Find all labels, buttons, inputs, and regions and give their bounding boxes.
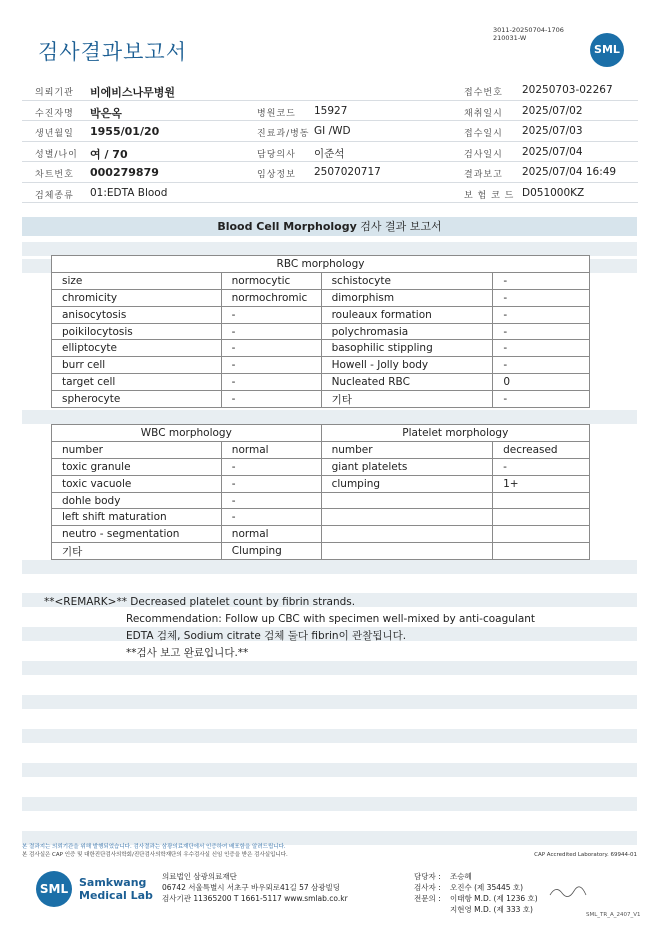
signature-name: 조승혜 — [450, 872, 472, 881]
table-cell: neutro - segmentation — [52, 526, 222, 543]
info-value: 이준석 — [314, 147, 345, 160]
background-stripe — [22, 560, 637, 574]
table-cell: Nucleated RBC — [321, 374, 493, 391]
section-title: Blood Cell Morphology 검사 결과 보고서 — [22, 217, 637, 236]
info-value: 20250703-02267 — [522, 84, 613, 96]
table-cell — [321, 509, 493, 526]
table-cell: number — [321, 441, 493, 458]
table-row — [52, 289, 590, 306]
background-stripe — [22, 695, 637, 709]
table-cell: spherocyte — [52, 391, 222, 408]
footer-sml-logo: SML — [36, 871, 72, 907]
remark-line: Recommendation: Follow up CBC with specimen well-mixed by anti-coagulant — [126, 613, 536, 625]
table-cell: decreased — [493, 441, 590, 458]
table-cell: poikilocytosis — [52, 323, 222, 340]
table-row — [52, 458, 590, 475]
table-row — [52, 526, 590, 543]
background-stripe — [22, 410, 637, 424]
background-stripe — [22, 797, 637, 811]
sml-logo: SML — [590, 33, 624, 67]
background-stripe — [22, 729, 637, 743]
info-label: 생년월일 — [35, 129, 74, 139]
table-cell: size — [52, 272, 222, 289]
table-cell: - — [221, 357, 321, 374]
info-value: 000279879 — [90, 166, 159, 179]
info-label: 채취일시 — [464, 108, 503, 119]
table-row — [52, 492, 590, 509]
table-row — [52, 374, 590, 391]
table-cell — [493, 526, 590, 543]
table-cell: burr cell — [52, 357, 222, 374]
footer-address: 의료법인 삼광의료재단 06742 서울특별시 서초구 바우뫼로41길 57 삼광빌딩 검사기관 11365200 T 1661-5117 www.smlab.co.kr — [162, 872, 348, 903]
table-cell — [321, 526, 493, 543]
table-cell: left shift maturation — [52, 509, 222, 526]
table-cell — [493, 492, 590, 509]
rbc-morphology-table — [51, 255, 590, 408]
info-label: 성별/나이 — [35, 149, 78, 160]
signature-role: 검사자 : — [414, 883, 441, 892]
signature-name: 지현영 M.D. (제 333 호) — [450, 905, 533, 914]
wbc-platelet-morphology-table — [51, 424, 590, 560]
platelet-table-header: Platelet morphology — [321, 425, 589, 442]
table-cell: 0 — [493, 374, 590, 391]
table-cell: basophilic stippling — [321, 340, 493, 357]
info-label: 검사일시 — [464, 149, 503, 160]
info-value: GI /WD — [314, 125, 351, 137]
table-cell — [493, 543, 590, 560]
signature-scribble-icon — [548, 883, 588, 901]
rbc-table-header: RBC morphology — [52, 256, 590, 273]
info-label: 임상정보 — [257, 170, 296, 180]
table-cell — [321, 543, 493, 560]
accreditation-note: 본 검사실은 CAP 인증 및 대한진단검사의학회/진단검사의학재단의 우수검사실 신임 인증을 받은 검사실입니다. — [22, 852, 288, 858]
table-cell: normal — [221, 526, 321, 543]
table-cell: 기타 — [321, 391, 493, 408]
info-row — [22, 121, 638, 142]
info-value: 2507020717 — [314, 166, 381, 178]
info-value: 2025/07/04 16:49 — [522, 166, 617, 178]
remark-block — [44, 594, 536, 659]
info-row — [22, 162, 638, 183]
report-title: 검사결과보고서 — [38, 40, 188, 64]
table-row — [52, 441, 590, 458]
info-label: 접수번호 — [464, 88, 503, 98]
table-cell: - — [221, 492, 321, 509]
info-label: 수진자명 — [35, 108, 74, 119]
table-cell: - — [221, 340, 321, 357]
table-cell: target cell — [52, 374, 222, 391]
table-cell: normal — [221, 441, 321, 458]
info-value: 비에비스나무병원 — [90, 86, 176, 99]
table-cell: polychromasia — [321, 323, 493, 340]
table-cell: - — [493, 289, 590, 306]
table-cell: Howell - Jolly body — [321, 357, 493, 374]
disclaimer-note: 본 결과지는 의뢰기관을 위해 발행되었습니다. 검사결과는 삼광의료재단에서 인증하여 배포함을 알려드립니다. — [22, 844, 286, 850]
signature-name: 오진수 (제 35445 호) — [450, 883, 524, 892]
info-row — [22, 101, 638, 122]
info-label: 접수일시 — [464, 129, 503, 139]
background-stripe — [22, 763, 637, 777]
table-cell: chromicity — [52, 289, 222, 306]
table-cell: Clumping — [221, 543, 321, 560]
background-stripe — [22, 242, 637, 256]
info-label: 진료과/병동 — [257, 129, 310, 139]
table-row — [52, 509, 590, 526]
table-row — [52, 340, 590, 357]
table-cell: normocytic — [221, 272, 321, 289]
table-cell: clumping — [321, 475, 493, 492]
table-cell: - — [493, 357, 590, 374]
signature-line — [414, 893, 538, 904]
table-cell: 1+ — [493, 475, 590, 492]
table-cell: - — [221, 306, 321, 323]
table-cell: - — [493, 306, 590, 323]
table-row — [52, 543, 590, 560]
signature-name: 이태항 M.D. (제 1236 호) — [450, 894, 538, 903]
info-label: 차트번호 — [35, 170, 74, 180]
info-row — [22, 80, 638, 101]
table-cell: - — [221, 323, 321, 340]
table-cell: - — [493, 272, 590, 289]
table-cell: - — [493, 340, 590, 357]
info-row — [22, 142, 638, 163]
table-cell: dohle body — [52, 492, 222, 509]
table-cell: - — [221, 475, 321, 492]
info-value: 박은옥 — [90, 106, 122, 120]
table-cell: normochromic — [221, 289, 321, 306]
remark-line: **검사 보고 완료입니다.** — [126, 647, 249, 659]
table-row — [52, 272, 590, 289]
signature-role: 담당자 : — [414, 872, 441, 881]
table-row — [52, 391, 590, 408]
document-number: 3011-20250704-1706 210031-W — [493, 26, 564, 42]
info-label: 담당의사 — [257, 149, 296, 160]
table-cell: - — [221, 391, 321, 408]
table-cell: - — [493, 458, 590, 475]
info-label: 의뢰기관 — [35, 88, 74, 98]
table-cell: schistocyte — [321, 272, 493, 289]
info-value: 2025/07/04 — [522, 145, 583, 158]
info-value: 2025/07/02 — [522, 104, 583, 117]
table-cell: - — [493, 323, 590, 340]
table-cell: toxic granule — [52, 458, 222, 475]
table-row — [52, 475, 590, 492]
remark-head: **<REMARK>** Decreased platelet count by fibrin strands. — [44, 596, 356, 608]
table-cell: - — [493, 391, 590, 408]
info-value: 1955/01/20 — [90, 125, 160, 138]
info-label: 검체종류 — [35, 190, 74, 201]
info-value: D051000KZ — [522, 186, 585, 199]
table-cell: rouleaux formation — [321, 306, 493, 323]
table-row — [52, 306, 590, 323]
signature-line — [414, 871, 538, 882]
info-label: 결과보고 — [464, 170, 503, 180]
table-cell: elliptocyte — [52, 340, 222, 357]
signature-role: 전문의 : — [414, 894, 441, 903]
signature-line — [414, 904, 538, 915]
table-cell — [321, 492, 493, 509]
table-cell: giant platelets — [321, 458, 493, 475]
info-label: 보 험 코 드 — [464, 190, 515, 201]
table-cell: - — [221, 374, 321, 391]
info-row — [22, 183, 638, 204]
cap-accreditation: CAP Accredited Laboratory. 69944-01 — [534, 852, 637, 858]
table-row — [52, 357, 590, 374]
footer-notes — [22, 843, 637, 859]
info-value: 01:EDTA Blood — [90, 186, 168, 199]
patient-info-grid — [22, 80, 638, 203]
info-value: 2025/07/03 — [522, 125, 583, 137]
table-cell: - — [221, 509, 321, 526]
info-label: 병원코드 — [257, 108, 296, 119]
footer-signatures — [414, 871, 538, 915]
footer-company-name: Samkwang Medical Lab — [79, 876, 153, 902]
table-cell: dimorphism — [321, 289, 493, 306]
table-cell: toxic vacuole — [52, 475, 222, 492]
info-value: 15927 — [314, 104, 348, 117]
signature-line — [414, 882, 538, 893]
wbc-table-header: WBC morphology — [52, 425, 322, 442]
form-code: SML_TR_A_2407_V1 — [586, 912, 641, 918]
table-row — [52, 323, 590, 340]
table-cell: anisocytosis — [52, 306, 222, 323]
table-cell: - — [221, 458, 321, 475]
remark-line: EDTA 검체, Sodium citrate 검체 둘다 fibrin이 관찰됩니다. — [126, 630, 407, 642]
background-stripe — [22, 661, 637, 675]
table-cell: number — [52, 441, 222, 458]
info-value: 여 / 70 — [90, 147, 128, 161]
table-cell — [493, 509, 590, 526]
table-cell: 기타 — [52, 543, 222, 560]
